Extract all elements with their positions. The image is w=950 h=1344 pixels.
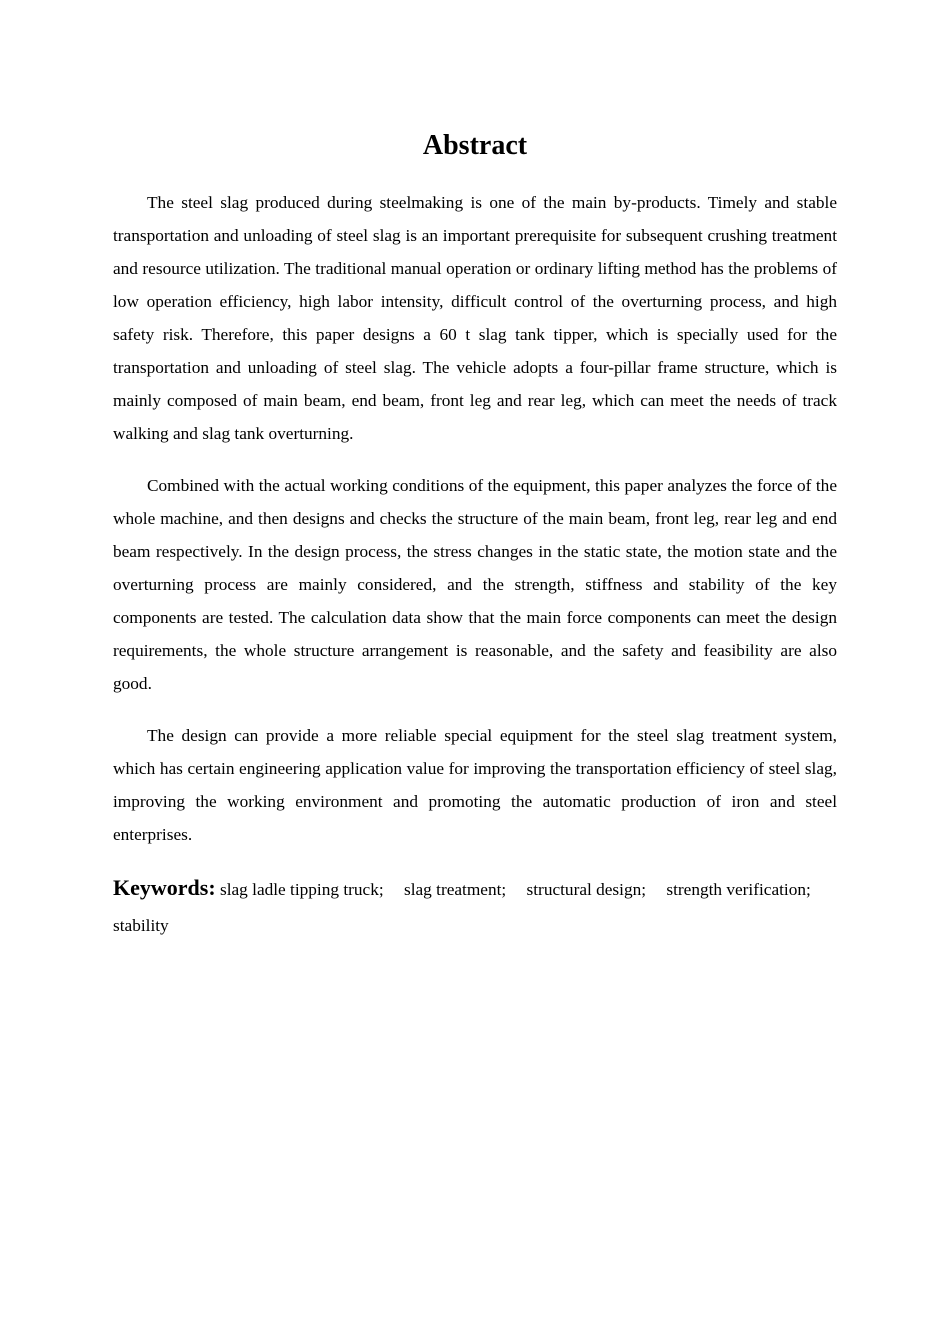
keyword-item: structural design;: [526, 880, 647, 899]
abstract-paragraph-1: The steel slag produced during steelmaking is one of the main by-products. Timely and stable transportation and unloading of steel slag is an important prerequisite for subsequent crushing treatment and resource utilization. The traditional manual operation or ordinary lifting method has the problems of low operation efficiency, high labor intensity, difficult control of the overturning process, and high safety risk. Therefore, this paper designs a 60 t slag tank tipper, which is specially used for the transportation and unloading of steel slag. The vehicle adopts a four-pillar frame structure, which is mainly composed of main beam, end beam, front leg and rear leg, which can meet the needs of track walking and slag tank overturning.: [113, 193, 837, 443]
keyword-item: slag treatment;: [403, 880, 507, 899]
keywords-label: Keywords:: [113, 875, 216, 900]
abstract-page: [113, 128, 837, 944]
keywords-line: [113, 870, 837, 944]
abstract-paragraph-2: Combined with the actual working conditions of the equipment, this paper analyzes the force of the whole machine, and then designs and checks the structure of the main beam, front leg, rear leg and end beam respectively. In the design process, the stress changes in the static state, the motion state and the overturning process are mainly considered, and the strength, stiffness and stability of the key components are tested. The calculation data show that the main force components can meet the design requirements, the whole structure arrangement is reasonable, and the safety and feasibility are also good.: [113, 476, 837, 693]
keyword-item: stability: [113, 916, 169, 935]
keyword-item: slag ladle tipping truck;: [219, 880, 384, 899]
keyword-item: strength verification;: [666, 880, 811, 899]
abstract-paragraph-3: The design can provide a more reliable special equipment for the steel slag treatment system, which has certain engineering application value for improving the transportation efficiency of steel slag, improving the working environment and promoting the automatic production of iron and steel enterprises.: [113, 726, 837, 844]
page-title: Abstract: [422, 130, 528, 161]
